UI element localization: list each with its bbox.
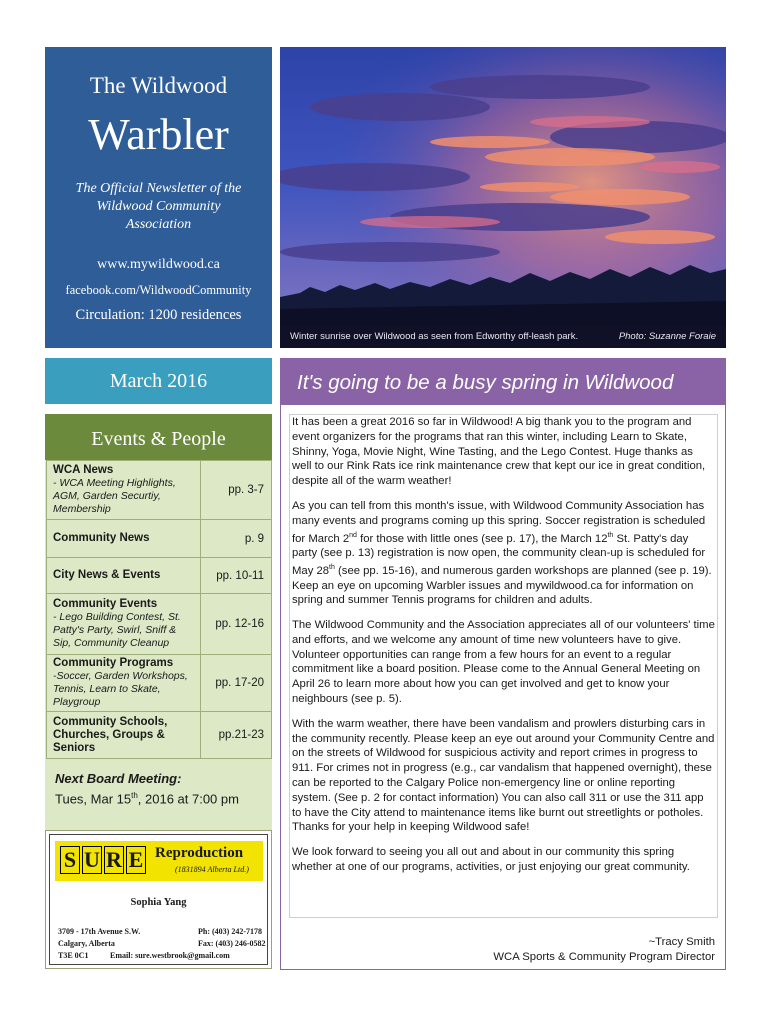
author-title: WCA Sports & Community Program Director <box>493 951 715 963</box>
article-body <box>289 414 718 918</box>
event-pages: p. 9 <box>201 520 272 558</box>
event-category: Community Programs <box>53 657 174 669</box>
sure-reproduction-ad <box>45 830 272 969</box>
author-signature: ~Tracy Smith <box>648 936 715 948</box>
masthead-the: The Wildwood <box>89 73 228 98</box>
feature-article <box>280 358 726 970</box>
event-category: Community News <box>53 532 150 544</box>
logo-letter: R <box>104 846 124 874</box>
event-details: - WCA Meeting Highlights, AGM, Garden Securtiy, Membership <box>53 477 176 515</box>
event-pages: pp. 17-20 <box>201 655 272 712</box>
board-meeting-heading: Next Board Meeting: <box>55 771 182 786</box>
newsletter-subtitle: The Official Newsletter of the Wildwood Community Association <box>75 181 242 232</box>
ad-email[interactable]: Email: sure.westbrook@gmail.com <box>110 951 230 960</box>
newsletter-title: Warbler <box>88 110 229 159</box>
sure-logo <box>55 841 263 881</box>
table-row[interactable] <box>47 461 272 520</box>
ad-address-line: Calgary, Alberta <box>58 939 115 948</box>
website-link[interactable]: www.mywildwood.ca <box>97 257 220 272</box>
photo-credit: Photo: Suzanne Foraie <box>618 331 716 342</box>
event-pages: pp. 3-7 <box>201 461 272 520</box>
logo-letter: S <box>60 846 80 874</box>
photo-caption <box>280 326 726 348</box>
ad-address-line: 3709 - 17th Avenue S.W. <box>58 927 141 936</box>
article-paragraph: As you can tell from this month's issue, with Wildwood Community Association has many events and programs coming up this spring. Soccer registration is scheduled for March 2nd for those with little ones (see p. 17), the March 12th St. Patty's day party (see p. 13) registration is now open, the community clean-up is scheduled for May 28th (see pp. 15-16), and numerous garden workshops are planned (see p. 19). Keep an eye on upcoming Warbler issues and mywildwood.ca for information on spring and summer Tennis programs for children and adults. <box>292 499 712 607</box>
ad-contact-name: Sophia Yang <box>130 897 187 908</box>
ad-company: Reproduction <box>155 845 244 861</box>
event-category: Community Schools, Churches, Groups & Seniors <box>53 715 168 754</box>
events-heading: Events & People <box>45 414 272 460</box>
article-paragraph: With the warm weather, there have been vandalism and prowlers disturbing cars in the community recently. Please keep an eye out around your Community Centre and on the streets of Wildwood for suspicious activity and report crimes in progress to 911. For crimes not in progress (e.g., car vandalism that happened overnight), these can be reported to the Calgary Police non-emergency line or online reporting system. (See p. 2 for contact information) You can also call 311 or use the 311 app to have the City attend to maintenance items like burnt out streetlights or potholes. Thanks for your help in keeping Wildwood safe! <box>292 717 715 834</box>
event-pages: pp. 12-16 <box>201 594 272 655</box>
table-row[interactable] <box>47 712 272 759</box>
board-meeting-date: Tues, Mar 15th, 2016 at 7:00 pm <box>55 791 239 807</box>
article-paragraph: It has been a great 2016 so far in Wildwood! A big thank you to the program and event organizers for the programs that ran this winter, including Learn to Skate, Shinny, Yoga, Movie Night, Wine Tasting, and the Lego Contest. Huge thanks as well to our Rink Rats ice rink maintenance crew that kept our ice in great condition, despite all of the warm weather! <box>292 416 706 488</box>
table-row[interactable] <box>47 558 272 594</box>
logo-letter: E <box>126 846 146 874</box>
article-paragraph: We look forward to seeing you all out and about in our community this spring whether at one of our programs, activities, or just enjoying our great community. <box>292 846 690 874</box>
ad-registration: (1831894 Alberta Ltd.) <box>175 865 249 874</box>
caption-text: Winter sunrise over Wildwood as seen from Edworthy off-leash park. <box>290 331 579 342</box>
article-paragraph: The Wildwood Community and the Association appreciates all of our volunteers' time and efforts, and we welcome any amount of time new volunteers have to give. Volunteer opportunities can range from a few hours for an event to a regular commitment like a board position. Please come to the Annual General Meeting on April 26 to learn more about how you can get involved and get to know your neighbours (see p. 5). <box>292 619 715 706</box>
event-pages: pp. 10-11 <box>201 558 272 594</box>
ad-phone: Ph: (403) 242-7178 <box>198 927 262 936</box>
masthead <box>45 47 272 348</box>
table-row[interactable] <box>47 594 272 655</box>
ad-fax: Fax: (403) 246-0582 <box>198 939 266 948</box>
event-category: Community Events <box>53 598 158 610</box>
event-details: -Soccer, Garden Workshops, Tennis, Learn to Skate, Playgroup <box>53 670 188 708</box>
ad-address-line: T3E 0C1 <box>58 951 89 960</box>
events-sidebar <box>45 414 272 830</box>
sunrise-image <box>280 47 726 348</box>
issue-date: March 2016 <box>45 358 272 404</box>
board-meeting <box>45 759 272 806</box>
table-row[interactable] <box>47 520 272 558</box>
event-details: - Lego Building Contest, St. Patty's Party, Swirl, Sniff & Sip, Community Cleanup <box>53 611 181 649</box>
article-heading: It's going to be a busy spring in Wildwood <box>281 359 725 405</box>
events-table <box>46 460 272 759</box>
table-row[interactable] <box>47 655 272 712</box>
facebook-link[interactable]: facebook.com/WildwoodCommunity <box>65 283 252 297</box>
event-category: City News & Events <box>53 569 161 581</box>
circulation: Circulation: 1200 residences <box>75 307 242 323</box>
cover-photo <box>280 47 726 348</box>
event-pages: pp.21-23 <box>201 712 272 759</box>
logo-letter: U <box>82 846 102 874</box>
event-category: WCA News <box>53 464 114 476</box>
